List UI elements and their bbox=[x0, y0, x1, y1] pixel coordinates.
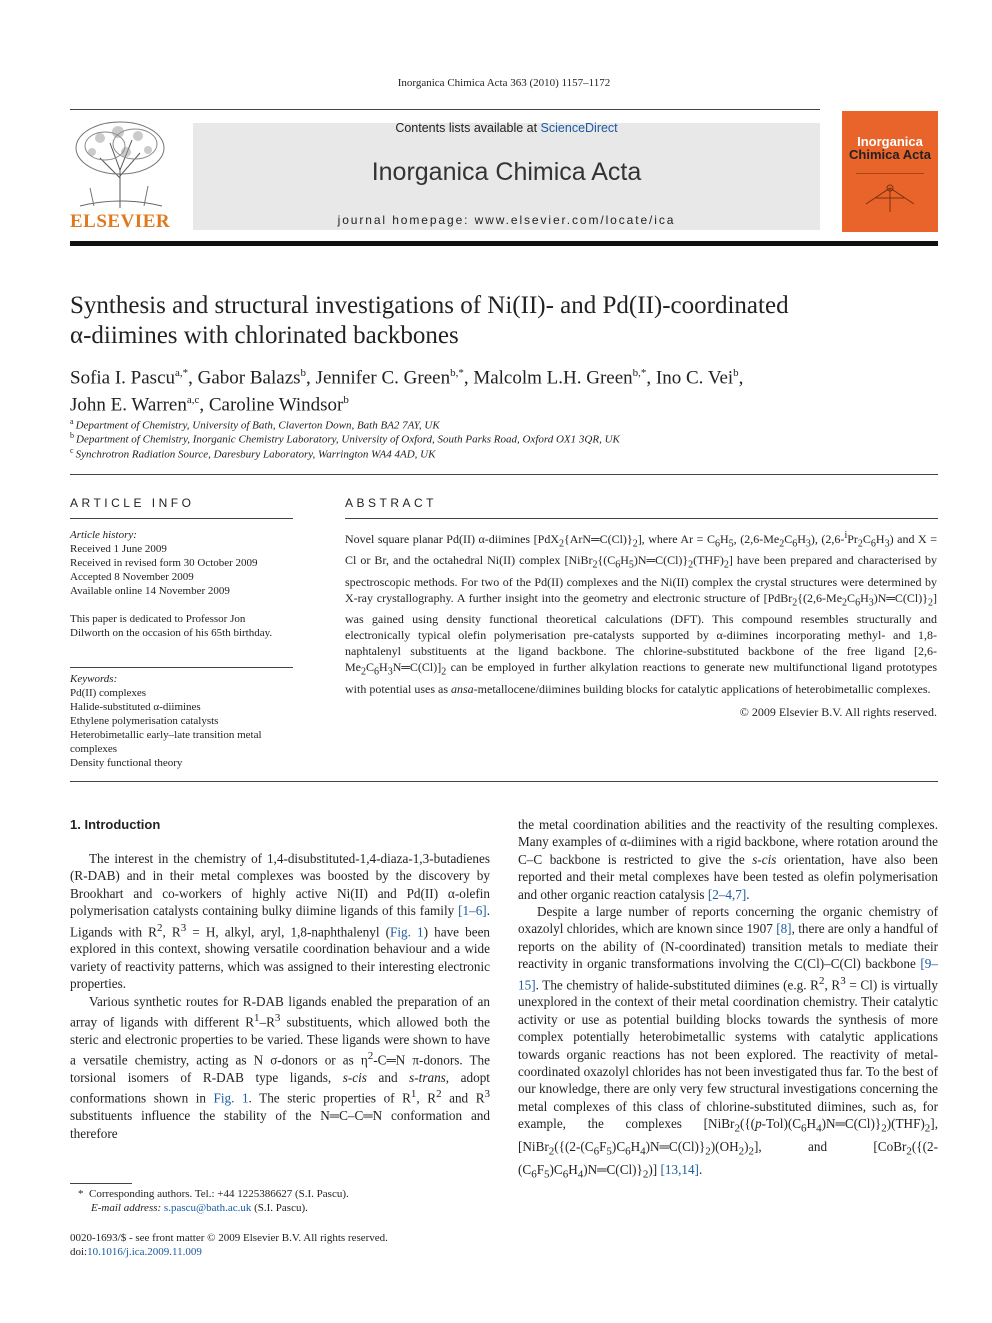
email-link[interactable]: s.pascu@bath.ac.uk bbox=[163, 1202, 252, 1214]
author-affiliation-mark: a,c bbox=[186, 394, 200, 407]
author-name[interactable]: Jennifer C. Green bbox=[315, 367, 451, 389]
title-line-1: Synthesis and structural investigations of Ni(II)- and Pd(II)-coordinated bbox=[70, 292, 789, 319]
reference-link[interactable]: [1–6] bbox=[458, 903, 487, 919]
keywords bbox=[70, 672, 295, 770]
contents-line bbox=[193, 121, 820, 135]
revised-date: Received in revised form 30 October 2009 bbox=[70, 557, 258, 569]
keyword: Density functional theory bbox=[70, 757, 183, 769]
keyword: Heterobimetallic early–late transition metal complexes bbox=[70, 729, 262, 755]
author-name[interactable]: John E. Warren bbox=[70, 394, 187, 416]
affiliation bbox=[70, 417, 440, 432]
email-suffix: (S.I. Pascu). bbox=[251, 1202, 308, 1214]
affiliation-text: Department of Chemistry, University of Bath, Claverton Down, Bath BA2 7AY, UK bbox=[75, 419, 440, 432]
affiliation-rule bbox=[70, 474, 938, 475]
author-affiliation-mark: a,* bbox=[175, 367, 189, 379]
reference-link[interactable]: [13,14] bbox=[660, 1162, 699, 1178]
keyword: Pd(II) complexes bbox=[70, 687, 147, 699]
doi-line bbox=[70, 1245, 202, 1259]
paragraph: the metal coordination abilities and the reactivity of the resulting complexes. Many examples of α-diimines with a rigid backbone, where rotation around the C–C backbone is restricted to give the s-cis orientation, have also been reported and their metal complexes have been tested as olefin polymerisation and other organic reaction catalysis [2–4,7]. bbox=[518, 817, 938, 902]
keyword: Ethylene polymerisation catalysts bbox=[70, 715, 219, 727]
abstract-heading: ABSTRACT bbox=[345, 496, 438, 510]
article-info-rule bbox=[70, 518, 293, 519]
journal-title: Inorganica Chimica Acta bbox=[371, 158, 642, 186]
author-name[interactable]: Caroline Windsor bbox=[208, 394, 344, 416]
header-thick-rule bbox=[70, 241, 938, 246]
author-affiliation-mark: b bbox=[733, 367, 739, 379]
affiliation-mark: b bbox=[70, 431, 74, 440]
paragraph: Various synthetic routes for R-DAB ligands enabled the preparation of an array of ligands with different $R^1-R^3$ substituents, which allowed both the steric and electronic properties to be varied. These ligands were shown to have a versatile chemistry, acting as N σ-donors or as $\eta^2-C═N$ π-donors. The torsional isomers of R-DAB type ligands, s-cis and s-trans, adopt conformations shown in Fig. 1. The steric properties of $R^1$, $R^2$ and $R^3$ substituents influence the stability of the N═C–C═N conformation and therefore bbox=[70, 993, 490, 1141]
article-history bbox=[70, 528, 295, 598]
accepted-date: Accepted 8 November 2009 bbox=[70, 571, 194, 583]
article-info-heading: ARTICLE INFO bbox=[70, 496, 195, 510]
corresponding-author-note: * Corresponding authors. Tel.: +44 1225386627 (S.I. Pascu). bbox=[78, 1188, 349, 1200]
copyright-line: © 2009 Elsevier B.V. All rights reserved. bbox=[739, 705, 937, 719]
email-note bbox=[91, 1201, 308, 1215]
contents-prefix: Contents lists available at bbox=[395, 121, 541, 135]
introduction-heading: 1. Introduction bbox=[70, 817, 161, 832]
author-affiliation-mark: b bbox=[343, 394, 349, 407]
author-affiliation-mark: b,* bbox=[450, 367, 464, 379]
keyword: Halide-substituted α-diimines bbox=[70, 701, 201, 713]
doi-link[interactable]: 10.1016/j.ica.2009.11.009 bbox=[87, 1246, 202, 1258]
paper-title bbox=[70, 291, 940, 351]
figure-link[interactable]: Fig. 1 bbox=[390, 924, 424, 940]
journal-cover-image bbox=[842, 111, 938, 232]
reference-link[interactable]: [2–4,7] bbox=[707, 886, 747, 902]
received-date: Received 1 June 2009 bbox=[70, 543, 167, 555]
journal-homepage[interactable]: journal homepage: www.elsevier.com/locate/ica bbox=[337, 213, 676, 227]
body-column-left bbox=[70, 850, 490, 1142]
email-label: E-mail address: bbox=[91, 1202, 162, 1214]
author-affiliation-mark: b bbox=[300, 367, 307, 379]
cover-title-2: Chimica Acta bbox=[849, 147, 931, 162]
affiliation bbox=[70, 431, 620, 446]
affiliation-mark: c bbox=[70, 446, 74, 455]
keywords-rule bbox=[70, 667, 293, 668]
cover-graphic bbox=[856, 173, 924, 218]
abstract-body: Novel square planar Pd(II) α-diimines $[PdX_2\{ArN═C(Cl)\}_2]$, where $Ar = C_6H_5$, $(2,6-Me_2C_6H_3)$, $(2,6-^iPr_2C_6H_3)$ and X = Cl or Br, and the octahedral Ni(II) complex $[NiBr_2\{(C_6H_5)N═C(Cl)\}_2(THF)_2]$ have been prepared and characterised by spectroscopic methods. For two of the Pd(II) complexes and the Ni(II) complex the crystal structures were determined by X-ray crystallography. A further insight into the geometry and electronic structure of $[PdBr_2\{(2,6-Me_2C_6H_3)N═C(Cl)\}_2]$ was gained using density functional theoretical calculations (DFT). This compound resembles structurally and electronically typical olefin polymerisation pre-catalysts supported by α-diimines incorporating methyl- and 1,8-naphtalenyl substituents at the ligand backbone. The chlorine-substituted backbone of the free ligand $[2,6-Me_2C_6H_3N═C(Cl)]_2$ can be employed in further alkylation reactions to generate new multifunctional ligand prototypes with potential uses as ansa-metallocene/diimines building blocks for catalytic applications of heterobimetallic complexes. bbox=[345, 530, 937, 696]
affiliation-text: Department of Chemistry, Inorganic Chemistry Laboratory, University of Oxford, South Parks Road, Oxford OX1 3QR, UK bbox=[76, 433, 620, 446]
footnote-rule bbox=[70, 1183, 132, 1184]
reference-link[interactable]: [8] bbox=[776, 921, 792, 937]
elsevier-logo-text: ELSEVIER bbox=[70, 211, 171, 232]
journal-citation: Inorganica Chimica Acta 363 (2010) 1157–1172 bbox=[397, 77, 611, 89]
online-date: Available online 14 November 2009 bbox=[70, 585, 230, 597]
corresponding-text: Corresponding authors. Tel.: +44 1225386627 (S.I. Pascu). bbox=[89, 1188, 349, 1200]
abstract-rule bbox=[345, 518, 938, 519]
author-name[interactable]: Malcolm L.H. Green bbox=[473, 367, 633, 389]
author-affiliation-mark: b,* bbox=[632, 367, 647, 379]
affiliation-text: Synchrotron Radiation Source, Daresbury Laboratory, Warrington WA4 4AD, UK bbox=[75, 448, 436, 461]
paragraph: Despite a large number of reports concerning the organic chemistry of oxazolyl chlorides, which are known since 1907 [8], there are only a handful of reports on the ability of (N-coordinated) transition metals to mediate their reactivity in organic transformations involving the C(Cl)–C(Cl) backbone [9–15]. The chemistry of halide-substituted diimines (e.g. $R^2$, $R^3 = Cl$) is virtually unexplored in the context of their metal coordination chemistry. Their catalytic activity or use as potential building blocks towards the synthesis of more complex potentially heterobimetallic systems with catalytic applications towards organic reactions has not been explored. The reactivity of metal-coordinated oxazolyl chlorides has not been investigated thus far. To the best of our knowledge, there are only very few structural investigations concerning the metal complexes of this class of chlorine-substituted diimines, such as, for example, the complexes $[NiBr_2(\{(p-Tol)(C_6H_4)N═C(Cl)\}_2)(THF)_2]$, $[NiBr_2(\{(2-(C_6F_5)C_6H_4)N═C(Cl)\}_2)(OH_2)_2]$, and $[CoBr_2(\{(2-(C_6F_5)C_6H_4)N═C(Cl)\}_2)]$ [13,14]. bbox=[518, 904, 938, 1182]
figure-link[interactable]: Fig. 1 bbox=[213, 1090, 249, 1106]
author-name[interactable]: Gabor Balazs bbox=[197, 367, 301, 389]
abstract-end-rule bbox=[70, 781, 938, 782]
affiliation bbox=[70, 446, 435, 461]
elsevier-tree-logo bbox=[70, 118, 170, 210]
author-name[interactable]: Sofia I. Pascu bbox=[70, 367, 176, 389]
body-column-right bbox=[518, 816, 938, 1184]
issn-line: 0020-1693/$ - see front matter © 2009 Elsevier B.V. All rights reserved. bbox=[70, 1232, 388, 1244]
header-rule bbox=[70, 109, 820, 110]
author-list: Sofia I. Pascu$^{a,*}$, Gabor Balazs$^b$, Jennifer C. Green$^{b,*}$, Malcolm L.H. Green$^{b,*}$, Ino C. Vei$^b$, John E. Warren$^{a,c}$, Caroline Windsor$^b$ bbox=[70, 367, 744, 416]
reference-link[interactable]: [9–15] bbox=[518, 956, 938, 993]
title-line-2: α-diimines with chlorinated backbones bbox=[70, 322, 459, 349]
doi-label: doi: bbox=[70, 1246, 88, 1258]
keywords-label: Keywords: bbox=[70, 673, 118, 685]
author-name[interactable]: Ino C. Vei bbox=[655, 367, 734, 389]
paragraph: The interest in the chemistry of 1,4-disubstituted-1,4-diaza-1,3-butadienes (R-DAB) and in their metal complexes was boosted by the discovery by Brookhart and co-workers of highly active Ni(II) and Pd(II) α-olefin polymerisation catalysts containing bulky diimine ligands of this family [1–6]. Ligands with $R^2$, $R^3 = H$, alkyl, aryl, 1,8-naphthalenyl (Fig. 1) have been explored in this context, showing versatile coordination behaviour and a wide variety of reactivity patterns, which was assigned to their interesting electronic properties. bbox=[70, 851, 491, 992]
history-label: Article history: bbox=[70, 529, 137, 541]
cover-title-1: Inorganica bbox=[857, 134, 923, 149]
dedication: This paper is dedicated to Professor Jon Dilworth on the occasion of his 65th birthday. bbox=[70, 613, 273, 639]
affiliation-mark: a bbox=[70, 417, 74, 426]
sciencedirect-link[interactable]: ScienceDirect bbox=[540, 121, 618, 135]
